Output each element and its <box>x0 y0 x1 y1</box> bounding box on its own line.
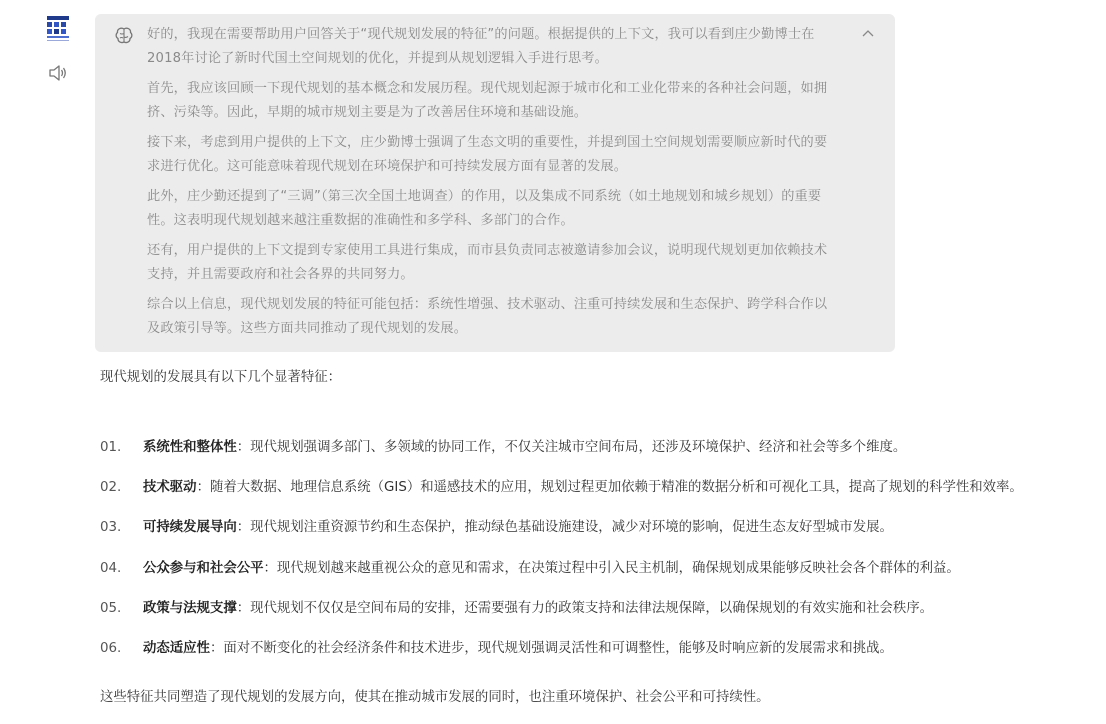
list-item-title: 可持续发展导向 <box>143 520 237 535</box>
answer-conclusion: 这些特征共同塑造了现代规划的发展方向，使其在推动城市发展的同时，也注重环境保护、社会公平和可持续性。 <box>100 690 770 705</box>
thinking-panel <box>95 14 895 352</box>
list-item-number: 02. <box>100 480 122 495</box>
thinking-paragraph: 还有，用户提供的上下文提到专家使用工具进行集成，而市县负责同志被邀请参加会议，说明现代规划更加依赖技术支持，并且需要政府和社会各界的共同努力。 <box>147 243 828 282</box>
list-item-number: 01. <box>100 440 122 455</box>
list-item-title: 技术驱动 <box>143 480 197 495</box>
answer-intro: 现代规划的发展具有以下几个显著特征： <box>100 370 342 385</box>
list-item-text: ：面对不断变化的社会经济条件和技术进步，现代规划强调灵活性和可调整性，能够及时响应新的发展需求和挑战。 <box>209 641 893 656</box>
list-item-text: ：随着大数据、地理信息系统（GIS）和遥感技术的应用，规划过程更加依赖于精准的数据分析和可视化工具，提高了规划的科学性和效率。 <box>196 480 1023 495</box>
list-item-text: ：现代规划不仅仅是空间布局的安排，还需要强有力的政策支持和法律法规保障，以确保规划的有效实施和社会秩序。 <box>236 601 934 616</box>
thinking-paragraph: 接下来，考虑到用户提供的上下文，庄少勤博士强调了生态文明的重要性，并提到国土空间规划需要顺应新时代的要求进行优化。这可能意味着现代规划在环境保护和可持续发展方面有显著的发展。 <box>147 135 828 174</box>
list-item-title: 系统性和整体性 <box>143 440 237 455</box>
thinking-paragraph: 好的，我现在需要帮助用户回答关于“现代规划发展的特征”的问题。根据提供的上下文，我可以看到庄少勤博士在2018年讨论了新时代国土空间规划的优化，并提到从规划逻辑入手进行思考。 <box>147 27 815 66</box>
list-item-title: 动态适应性 <box>143 641 210 656</box>
list-item-text: ：现代规划注重资源节约和生态保护，推动绿色基础设施建设，减少对环境的影响，促进生态友好型城市发展。 <box>236 520 893 535</box>
thinking-text <box>147 23 837 347</box>
thinking-paragraph: 此外，庄少勤还提到了“三调”（第三次全国土地调查）的作用，以及集成不同系统（如土地规划和城乡规划）的重要性。这表明现代规划越来越注重数据的准确性和多学科、多部门的合作。 <box>147 189 822 228</box>
speaker-icon[interactable] <box>48 64 68 82</box>
list-item-number: 04. <box>100 561 122 576</box>
thinking-paragraph: 首先，我应该回顾一下现代规划的基本概念和发展历程。现代规划起源于城市化和工业化带来的各种社会问题，如拥挤、污染等。因此，早期的城市规划主要是为了改善居住环境和基础设施。 <box>147 81 828 120</box>
chevron-up-icon[interactable] <box>861 28 875 38</box>
thinking-paragraph: 综合以上信息，现代规划发展的特征可能包括：系统性增强、技术驱动、注重可持续发展和生态保护、跨学科合作以及政策引导等。这些方面共同推动了现代规划的发展。 <box>147 297 828 336</box>
list-item-number: 05. <box>100 601 122 616</box>
list-item-title: 公众参与和社会公平 <box>143 561 264 576</box>
list-item-number: 06. <box>100 641 122 656</box>
list-item-text: ：现代规划越来越重视公众的意见和需求，在决策过程中引入民主机制，确保规划成果能够反映社会各个群体的利益。 <box>263 561 960 576</box>
brain-icon <box>114 26 134 46</box>
list-item-text: ：现代规划强调多部门、多领域的协同工作，不仅关注城市空间布局，还涉及环境保护、经济和社会等多个维度。 <box>236 440 907 455</box>
app-avatar-icon <box>45 14 71 44</box>
list-item-number: 03. <box>100 520 122 535</box>
list-item-title: 政策与法规支撑 <box>143 601 237 616</box>
